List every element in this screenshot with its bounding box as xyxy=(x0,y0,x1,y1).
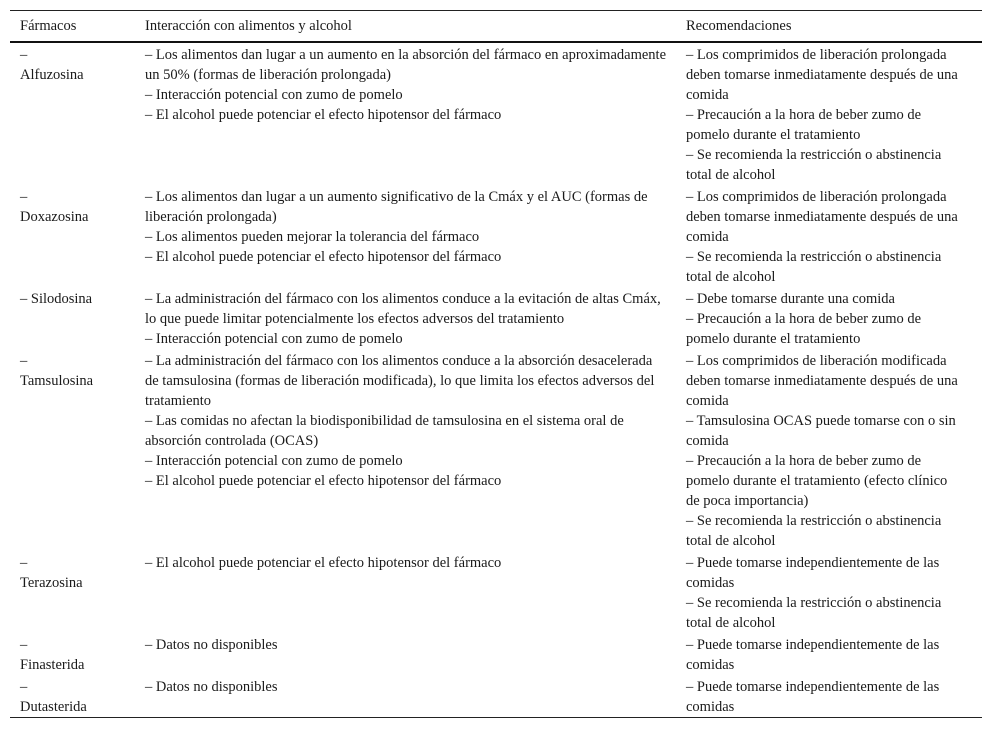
interaction-item: – La administración del fármaco con los alimentos conduce a la evitación de altas Cmáx, lo que puede limitar potencialmente los efectos adversos del tratamiento xyxy=(145,291,661,327)
recommendations-cell xyxy=(676,551,982,633)
recommendation-item: – Tamsulosina OCAS puede tomarse con o sin comida xyxy=(686,413,956,449)
recommendation-item: – Precaución a la hora de beber zumo de pomelo durante el tratamiento (efecto clínico de poca importancia) xyxy=(686,453,948,509)
recommendations-cell xyxy=(676,675,982,718)
table-row xyxy=(10,185,982,287)
recommendation-item: – Se recomienda la restricción o abstinencia total de alcohol xyxy=(686,595,942,631)
interactions-cell xyxy=(135,349,676,551)
header-drugs: Fármacos xyxy=(20,17,77,34)
recommendation-item: – Puede tomarse independientemente de las comidas xyxy=(686,679,940,715)
drug-name: – Alfuzosina xyxy=(20,47,84,83)
table-body xyxy=(10,42,982,718)
recommendations-cell xyxy=(676,42,982,185)
interaction-item: – Los alimentos dan lugar a un aumento significativo de la Cmáx y el AUC (formas de liberación prolongada) xyxy=(145,189,648,225)
table-row xyxy=(10,675,982,718)
interaction-item: – Los alimentos pueden mejorar la tolerancia del fármaco xyxy=(145,229,480,245)
table-row xyxy=(10,42,982,185)
interaction-item: – El alcohol puede potenciar el efecto hipotensor del fármaco xyxy=(145,555,502,571)
interactions-cell xyxy=(135,185,676,287)
drug-name: – Terazosina xyxy=(20,555,83,591)
drug-name: – Doxazosina xyxy=(20,189,89,225)
recommendations-cell xyxy=(676,633,982,675)
recommendation-item: – Precaución a la hora de beber zumo de pomelo durante el tratamiento xyxy=(686,311,922,347)
recommendation-item: – Se recomienda la restricción o abstinencia total de alcohol xyxy=(686,513,942,549)
recommendation-item: – Los comprimidos de liberación modificada deben tomarse inmediatamente después de una comida xyxy=(686,353,958,409)
recommendation-item: – Se recomienda la restricción o abstinencia total de alcohol xyxy=(686,249,942,285)
table-row xyxy=(10,551,982,633)
recommendations-cell xyxy=(676,185,982,287)
interaction-item: – El alcohol puede potenciar el efecto hipotensor del fármaco xyxy=(145,249,502,265)
interaction-item: – Datos no disponibles xyxy=(145,679,278,695)
interaction-item: – Los alimentos dan lugar a un aumento en la absorción del fármaco en aproximadamente un 50% (formas de liberación prolongada) xyxy=(145,47,667,83)
interactions-cell xyxy=(135,675,676,718)
recommendations-cell xyxy=(676,287,982,349)
recommendation-item: – Los comprimidos de liberación prolongada deben tomarse inmediatamente después de una comida xyxy=(686,189,958,245)
interactions-cell xyxy=(135,42,676,185)
interactions-cell xyxy=(135,633,676,675)
interaction-item: – Interacción potencial con zumo de pomelo xyxy=(145,453,403,469)
table-row xyxy=(10,633,982,675)
recommendation-item: – Precaución a la hora de beber zumo de pomelo durante el tratamiento xyxy=(686,107,922,143)
drug-name: – Finasterida xyxy=(20,637,85,673)
recommendation-item: – Puede tomarse independientemente de las comidas xyxy=(686,555,940,591)
interaction-item: – Interacción potencial con zumo de pomelo xyxy=(145,331,403,347)
interaction-item: – El alcohol puede potenciar el efecto hipotensor del fármaco xyxy=(145,107,502,123)
header-row xyxy=(10,11,982,43)
recommendation-item: – Los comprimidos de liberación prolongada deben tomarse inmediatamente después de una comida xyxy=(686,47,958,103)
interactions-cell xyxy=(135,287,676,349)
interaction-item: – Interacción potencial con zumo de pomelo xyxy=(145,87,403,103)
drug-name: – Dutasterida xyxy=(20,679,87,715)
interaction-item: – Datos no disponibles xyxy=(145,637,278,653)
drug-name: – Silodosina xyxy=(20,291,93,307)
recommendation-item: – Puede tomarse independientemente de las comidas xyxy=(686,637,940,673)
interaction-item: – Las comidas no afectan la biodisponibilidad de tamsulosina en el sistema oral de absorción controlada (OCAS) xyxy=(145,413,624,449)
recommendation-item: – Se recomienda la restricción o abstinencia total de alcohol xyxy=(686,147,942,183)
interaction-item: – El alcohol puede potenciar el efecto hipotensor del fármaco xyxy=(145,473,502,489)
interaction-item: – La administración del fármaco con los alimentos conduce a la absorción desacelerada de tamsulosina (formas de liberación modificada), lo que limita los efectos adversos del tratamiento xyxy=(145,353,655,409)
header-recommendations: Recomendaciones xyxy=(686,17,792,34)
drug-name: – Tamsulosina xyxy=(20,353,94,389)
recommendation-item: – Debe tomarse durante una comida xyxy=(686,291,895,307)
interactions-cell xyxy=(135,551,676,633)
table-row xyxy=(10,349,982,551)
recommendations-cell xyxy=(676,349,982,551)
drug-food-interaction-table xyxy=(10,10,982,718)
header-interactions: Interacción con alimentos y alcohol xyxy=(145,17,352,34)
table-row xyxy=(10,287,982,349)
